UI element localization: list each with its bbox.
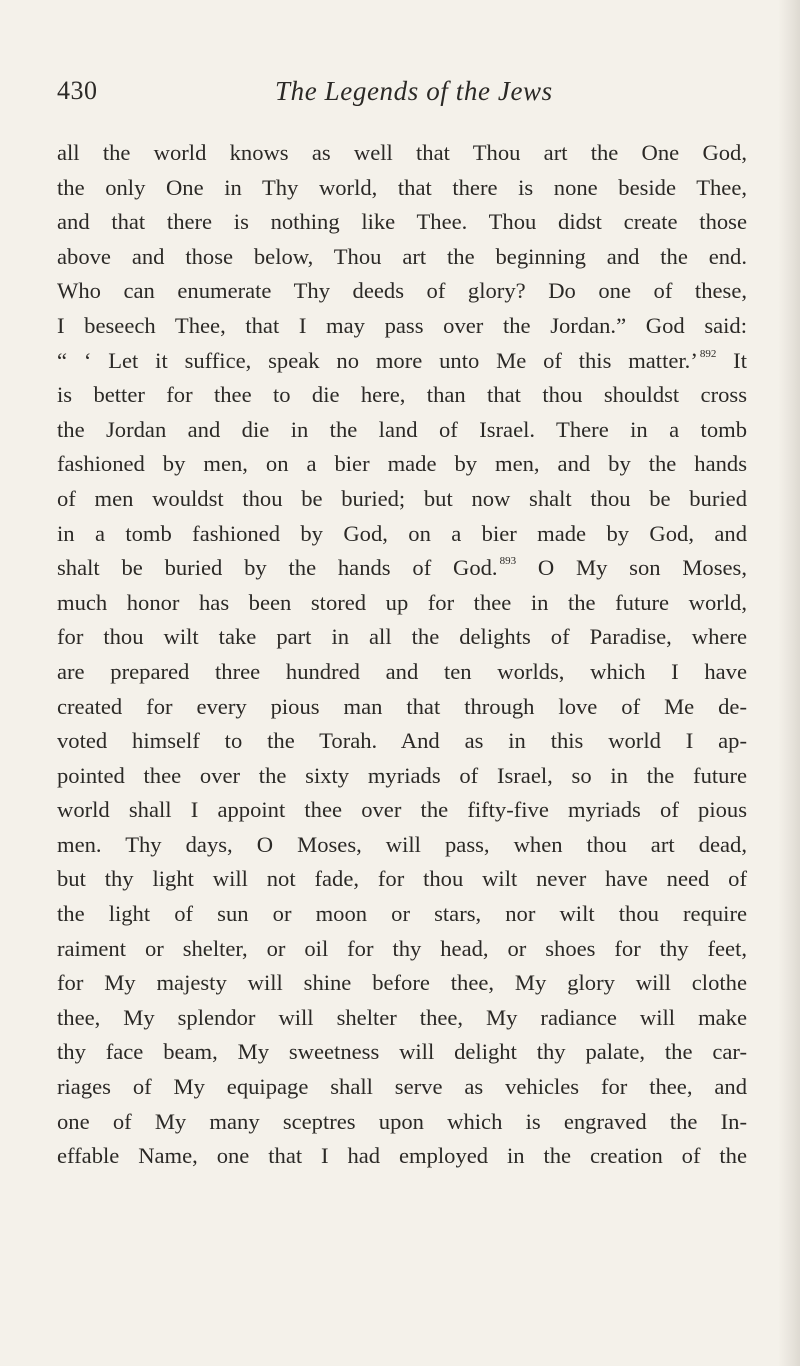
body-text	[57, 136, 747, 1174]
text-line: of men wouldst thou be buried; but now shalt thou be buried	[57, 485, 747, 511]
text-line: shalt be buried by the hands of God. $^{893}$ O My son Moses,	[57, 555, 747, 581]
page-header	[57, 76, 747, 116]
running-title: The Legends of the Jews	[275, 76, 553, 106]
text-line: raiment or shelter, or oil for thy head, or shoes for thy feet,	[57, 935, 747, 961]
text-line: world shall I appoint thee over the fifty-five myriads of pious	[57, 797, 747, 823]
text-line: the only One in Thy world, that there is none beside Thee,	[57, 174, 747, 200]
text-line: “ ‘ Let it suffice, speak no more unto Me of this matter.’ $^{892}$ It	[57, 347, 747, 373]
text-line: much honor has been stored up for thee in the future world,	[57, 589, 747, 615]
text-line: effable Name, one that I had employed in the creation of the	[57, 1143, 747, 1169]
text-line: above and those below, Thou art the beginning and the end.	[57, 243, 747, 269]
text-line: the Jordan and die in the land of Israel. There in a tomb	[57, 416, 747, 442]
text-line: in a tomb fashioned by God, on a bier made by God, and	[57, 520, 747, 546]
page-number: 430	[57, 76, 98, 105]
text-line: pointed thee over the sixty myriads of Israel, so in the future	[57, 762, 747, 788]
footnote-marker: 892	[699, 347, 717, 360]
text-line: I beseech Thee, that I may pass over the Jordan.” God said:	[57, 312, 747, 338]
page-edge-shadow	[778, 0, 800, 1366]
text-line: and that there is nothing like Thee. Thou didst create those	[57, 209, 747, 235]
text-line: for My majesty will shine before thee, My glory will clothe	[57, 970, 747, 996]
text-line: for thou wilt take part in all the delights of Paradise, where	[57, 624, 747, 650]
text-line: but thy light will not fade, for thou wilt never have need of	[57, 866, 747, 892]
text-line: are prepared three hundred and ten worlds, which I have	[57, 658, 747, 684]
text-line: thee, My splendor will shelter thee, My radiance will make	[57, 1004, 747, 1030]
text-line: men. Thy days, O Moses, will pass, when thou art dead,	[57, 831, 747, 857]
text-line: one of My many sceptres upon which is engraved the In-	[57, 1108, 747, 1134]
text-line: is better for thee to die here, than that thou shouldst cross	[57, 382, 747, 408]
text-line: the light of sun or moon or stars, nor wilt thou require	[57, 901, 747, 927]
text-line: Who can enumerate Thy deeds of glory? Do one of these,	[57, 278, 747, 304]
text-line: riages of My equipage shall serve as vehicles for thee, and	[57, 1074, 747, 1100]
text-line: thy face beam, My sweetness will delight thy palate, the car-	[57, 1039, 747, 1065]
text-line: fashioned by men, on a bier made by men, and by the hands	[57, 451, 747, 477]
text-line: all the world knows as well that Thou art the One God,	[57, 140, 747, 165]
footnote-marker: 893	[499, 555, 517, 568]
text-line: created for every pious man that through love of Me de-	[57, 693, 747, 719]
text-line: voted himself to the Torah. And as in this world I ap-	[57, 728, 747, 754]
